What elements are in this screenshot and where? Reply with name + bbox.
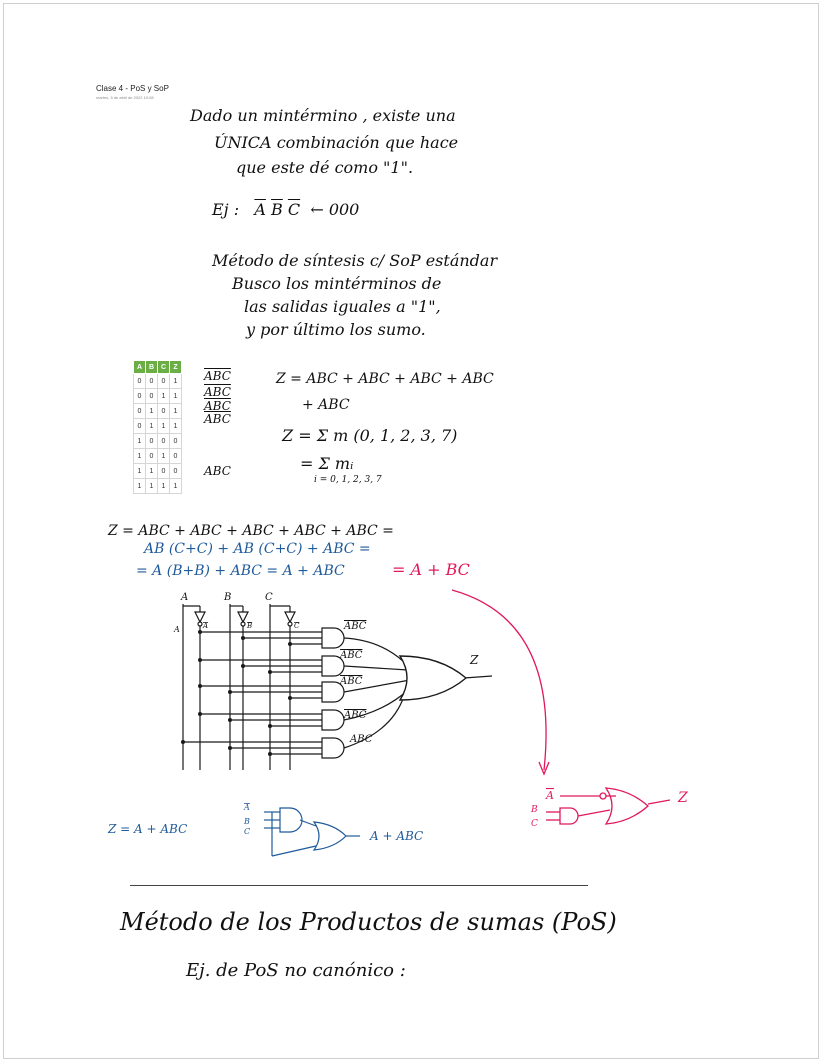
cell: 1 [146, 464, 158, 479]
circuit-input-b: B [224, 592, 232, 603]
cell: 0 [146, 449, 158, 464]
cell: 0 [170, 464, 182, 479]
blue-circuit [264, 808, 360, 856]
col-z: Z [170, 361, 182, 374]
cell: 0 [134, 404, 146, 419]
and-gates [322, 628, 344, 758]
cell: 1 [170, 479, 182, 494]
sop-eq-3-sub: i = 0, 1, 2, 3, 7 [314, 475, 382, 485]
minterm-label-1: $\overline{ABC}$ [204, 385, 231, 399]
example-a: $\overline{A}$ [254, 200, 266, 219]
method-line-2: Busco los mintérminos de [232, 274, 442, 293]
cell: 1 [170, 389, 182, 404]
inverter-label-c: C [294, 622, 300, 630]
example-arrow: ← 000 [310, 200, 360, 219]
method-line-3: las salidas iguales a "1", [244, 297, 441, 316]
sop-eq-1-cont: + ABC [302, 397, 350, 413]
simp-line-2: AB (C+C) + AB (C+C) + ABC = [144, 541, 371, 557]
cell: 1 [158, 389, 170, 404]
inverter-label-a: A [203, 622, 209, 630]
cell: 0 [134, 374, 146, 389]
sop-eq-1: Z = ABC + ABC + ABC + ABC [276, 371, 494, 387]
pos-example: Ej. de PoS no canónico : [186, 960, 406, 981]
cell: 1 [170, 419, 182, 434]
pink-input-a: A [546, 789, 554, 802]
section-divider [130, 885, 588, 886]
col-b: B [146, 361, 158, 374]
cell: 1 [134, 449, 146, 464]
cell: 0 [158, 374, 170, 389]
blue-input-c: C [244, 827, 251, 836]
cell: 1 [158, 419, 170, 434]
simp-result: = A + BC [392, 560, 470, 579]
simp-line-3: = A (B+B) + ABC = A + ABC [136, 563, 345, 579]
example-b: $\overline{B}$ [271, 200, 283, 219]
cell: 0 [158, 404, 170, 419]
inverters [195, 612, 295, 626]
cell: 1 [158, 479, 170, 494]
cell: 1 [134, 464, 146, 479]
cell: 0 [170, 449, 182, 464]
gate-label-3: ABC [344, 710, 367, 721]
cell: 1 [134, 434, 146, 449]
example-c: $\overline{C}$ [287, 200, 301, 219]
gate-label-4: ABC [350, 734, 373, 745]
cell: 1 [146, 479, 158, 494]
cell: 0 [158, 434, 170, 449]
circuit-input-c: C [265, 592, 273, 603]
gate-label-1: ABC [340, 650, 363, 661]
cell: 0 [146, 374, 158, 389]
sop-eq-3: = Σ mᵢ [300, 454, 354, 473]
inverter-label-b: B [247, 622, 253, 630]
minterm-label-4: ABC [204, 464, 231, 478]
intro-line-3: que este dé como "1". [236, 158, 414, 177]
circuit-output: Z [470, 653, 479, 667]
intro-line-1: Dado un mintérmino , existe una [190, 106, 456, 125]
or-gate [400, 656, 466, 700]
blue-input-b: B [244, 817, 250, 826]
cell: 0 [170, 434, 182, 449]
cell: 1 [134, 479, 146, 494]
cell: 1 [170, 374, 182, 389]
pink-arrow [452, 590, 546, 770]
cell: 0 [134, 419, 146, 434]
blue-output: A + ABC [370, 829, 424, 843]
sop-eq-2: Z = Σ m (0, 1, 2, 3, 7) [282, 426, 458, 445]
cell: 0 [146, 389, 158, 404]
minterm-label-0: $\overline{ABC}$ [204, 369, 231, 383]
minterm-label-3: $\overline{ABC}$ [204, 412, 231, 426]
cell: 1 [146, 404, 158, 419]
cell: 1 [158, 449, 170, 464]
minterm-label-2: $\overline{ABC}$ [204, 399, 231, 413]
page-date: martes, 5 de abril de 2022 10:08 [96, 95, 154, 100]
example-label: Ej : [212, 200, 240, 219]
pink-circuit [546, 788, 670, 824]
gate-label-2: ABC [340, 676, 363, 687]
cell: 0 [134, 389, 146, 404]
cell: 1 [170, 404, 182, 419]
cell: 0 [146, 434, 158, 449]
blue-equation: Z = A + ABC [108, 822, 188, 836]
pink-input-b: B [531, 805, 538, 815]
gate-label-0: ABC [344, 621, 367, 632]
col-c: C [158, 361, 170, 374]
method-line-4: y por último los sumo. [246, 320, 426, 339]
circuit-side-a: A [174, 625, 180, 634]
circuit-input-a: A [181, 592, 189, 603]
col-a: A [134, 361, 146, 374]
simp-line-1: Z = ABC + ABC + ABC + ABC + ABC = [108, 523, 394, 539]
blue-input-a: A [244, 803, 250, 812]
intro-line-2: ÚNICA combinación que hace [214, 133, 459, 152]
cell: 0 [158, 464, 170, 479]
method-line-1: Método de síntesis c/ SoP estándar [212, 251, 498, 270]
page-title: Clase 4 - PoS y SoP [96, 84, 169, 93]
cell: 1 [146, 419, 158, 434]
pos-title: Método de los Productos de sumas (PoS) [120, 908, 617, 936]
pink-output: Z [678, 790, 688, 806]
junction-dots [181, 630, 292, 756]
pink-input-c: C [531, 819, 538, 829]
